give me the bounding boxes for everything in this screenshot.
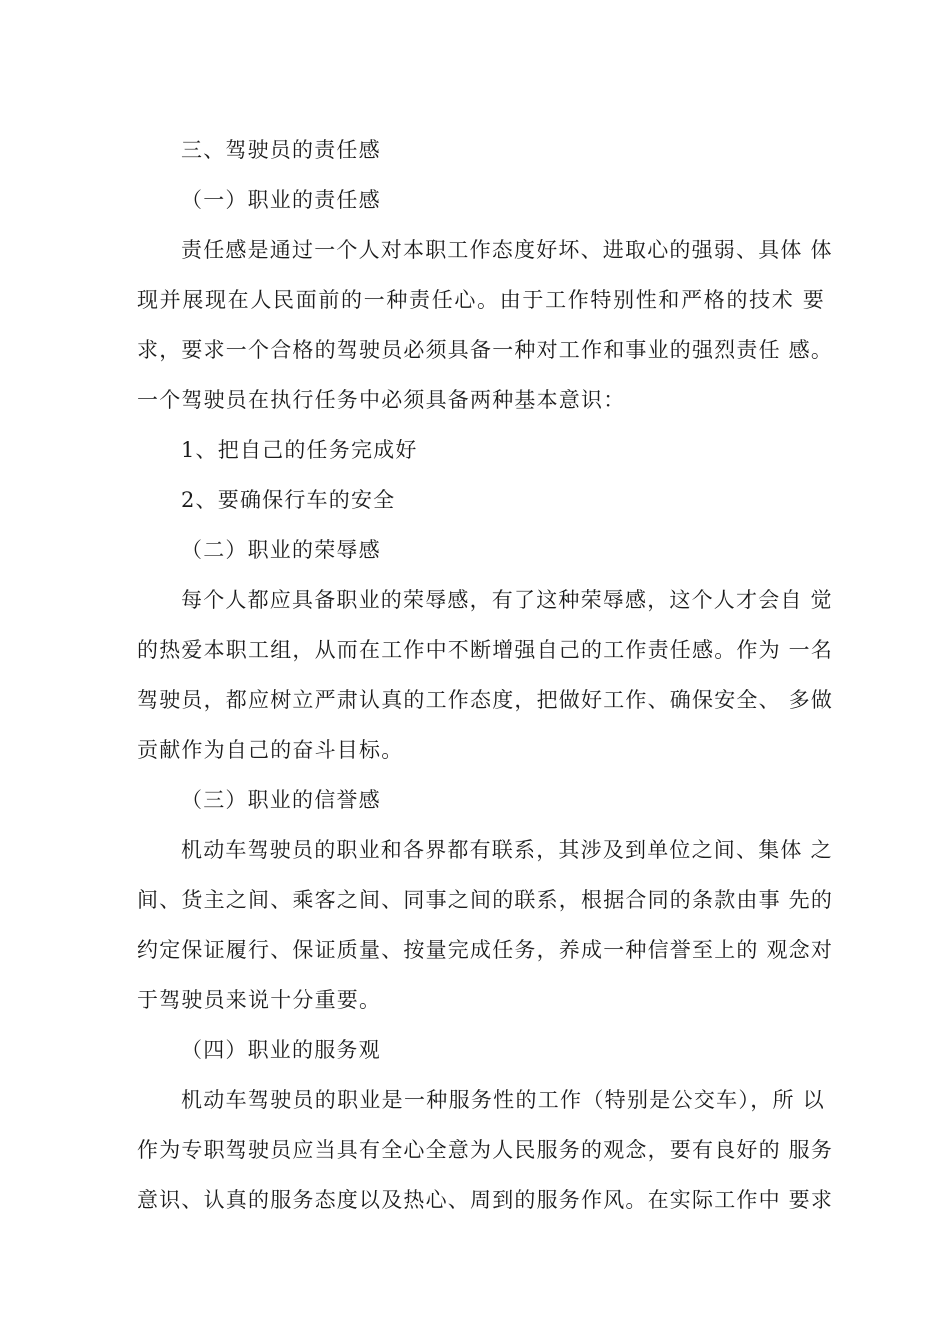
subsection-heading: （二）职业的荣辱感: [181, 538, 381, 562]
paragraph-line: 的热爱本职工组，从而在工作中不断增强自己的工作责任感。作为 一名: [137, 638, 834, 662]
paragraph-line: 责任感是通过一个人对本职工作态度好坏、进取心的强弱、具体 体: [181, 238, 833, 262]
paragraph-line: 一个驾驶员在执行任务中必须具备两种基本意识：: [137, 388, 626, 412]
paragraph-line: 驾驶员，都应树立严肃认真的工作态度，把做好工作、确保安全、 多做: [137, 688, 834, 712]
paragraph-line: 作为专职驾驶员应当具有全心全意为人民服务的观念，要有良好的 服务: [137, 1138, 834, 1162]
list-item: 1、把自己的任务完成好: [181, 438, 418, 462]
paragraph-line: 每个人都应具备职业的荣辱感，有了这种荣辱感，这个人才会自 觉: [181, 588, 833, 612]
paragraph-line: 意识、认真的服务态度以及热心、周到的服务作风。在实际工作中 要求: [137, 1188, 834, 1212]
paragraph-line: 机动车驾驶员的职业和各界都有联系，其涉及到单位之间、集体 之: [181, 838, 833, 862]
paragraph-line: 现并展现在人民面前的一种责任心。由于工作特别性和严格的技术 要: [137, 288, 825, 312]
paragraph-line: 间、货主之间、乘客之间、同事之间的联系，根据合同的条款由事 先的: [137, 888, 834, 912]
subsection-heading: （一）职业的责任感: [181, 188, 381, 212]
paragraph-line: 贡献作为自己的奋斗目标。: [137, 738, 404, 762]
paragraph-line: 于驾驶员来说十分重要。: [137, 988, 382, 1012]
section-heading: 三、驾驶员的责任感: [181, 138, 381, 162]
list-item: 2、要确保行车的安全: [181, 488, 396, 512]
paragraph-line: 约定保证履行、保证质量、按量完成任务，养成一种信誉至上的 观念对: [137, 938, 834, 962]
subsection-heading: （四）职业的服务观: [181, 1038, 381, 1062]
paragraph-line: 求，要求一个合格的驾驶员必须具备一种对工作和事业的强烈责任 感。: [137, 338, 834, 362]
paragraph-line: 机动车驾驶员的职业是一种服务性的工作（特别是公交车），所 以: [181, 1088, 825, 1112]
subsection-heading: （三）职业的信誉感: [181, 788, 381, 812]
